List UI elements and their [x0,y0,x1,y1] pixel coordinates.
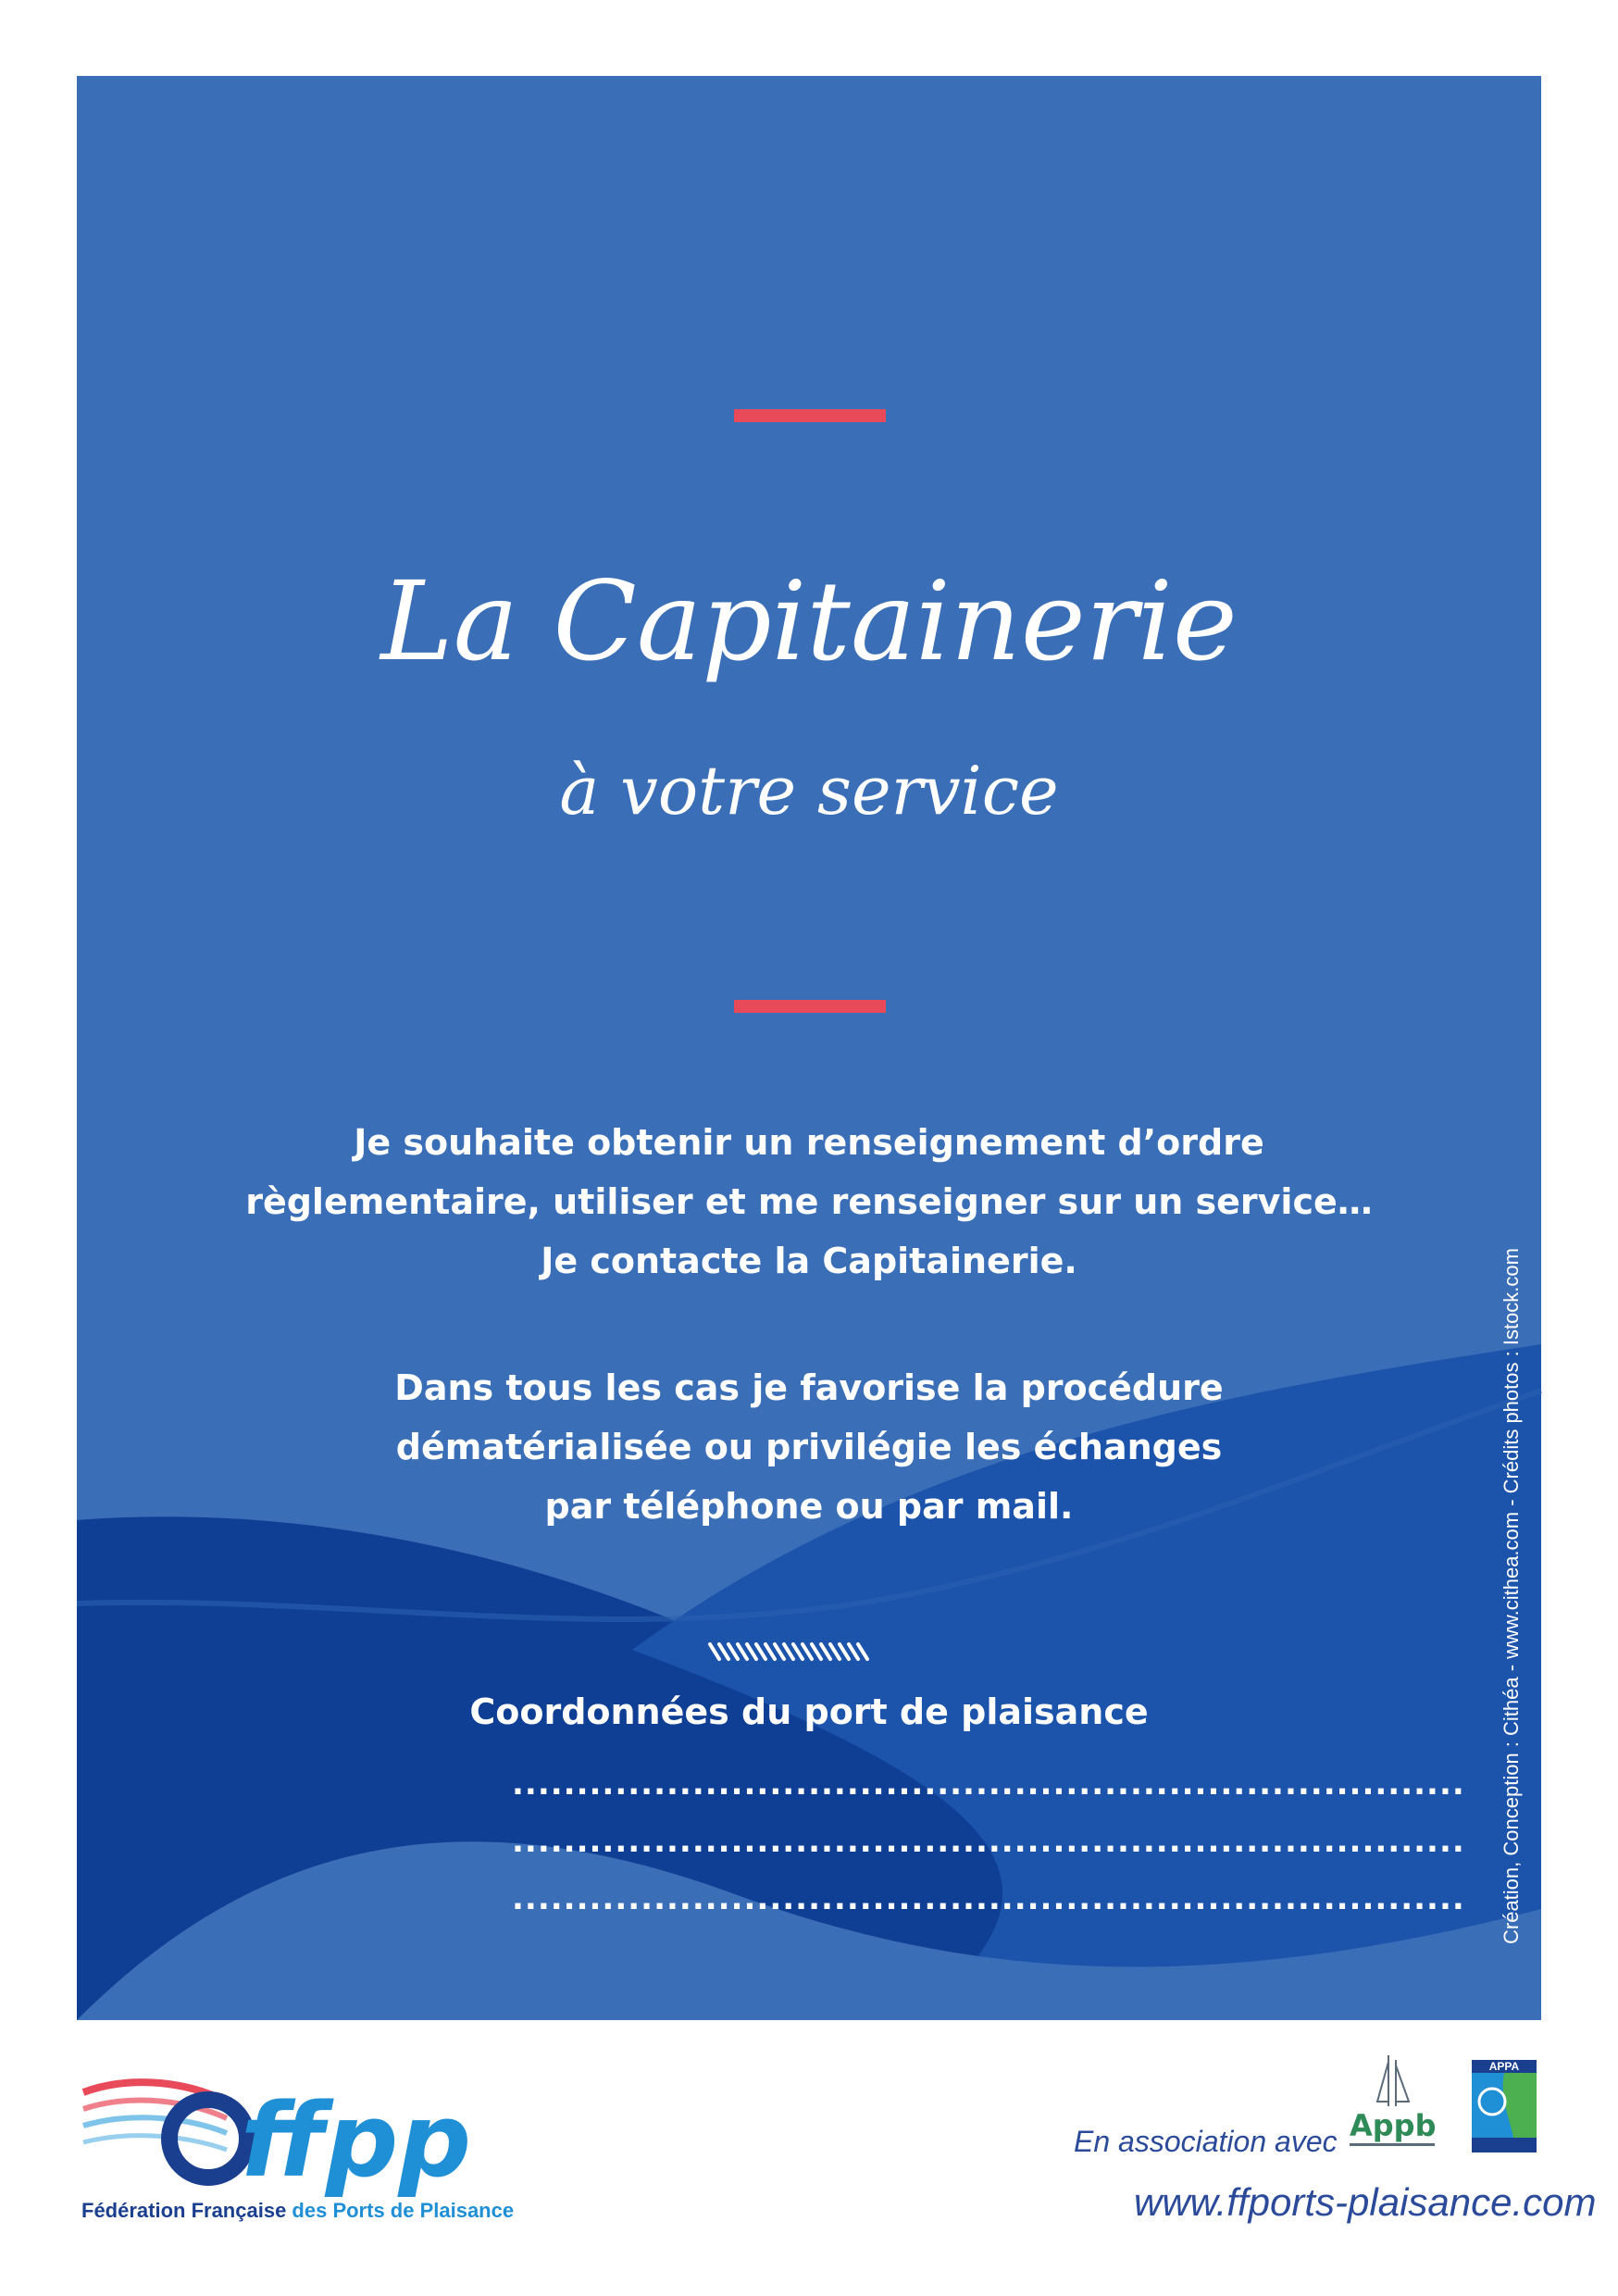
appb-logo [1342,2051,1444,2152]
appa-logo [1472,2060,1537,2152]
svg-text:ffpp: ffpp [241,2081,472,2200]
paragraph-line: règlementaire, utiliser et me renseigner sur un service… [245,1181,1373,1222]
logo-caption-light: des Ports de Plaisance [286,2199,515,2222]
poster-title: La Capitainerie [380,557,1238,685]
fill-line-1: .......................................................................... [512,1766,1465,1803]
rope-divider-icon [706,1641,873,1663]
bottom-red-bar [734,1000,886,1013]
paragraph-line: dématérialisée ou privilégie les échanges [395,1427,1223,1467]
ffpp-logo [79,2065,472,2203]
svg-text:APPA: APPA [1488,2060,1520,2073]
poster-subtitle: à votre service [559,752,1059,830]
paragraph-contact [77,1113,1541,1291]
poster-panel [77,76,1541,2020]
logo-caption [81,2199,514,2223]
logo-caption-dark: Fédération Française [81,2199,287,2222]
coordinates-title: Coordonnées du port de plaisance [469,1691,1149,1732]
paragraph-procedure [77,1358,1541,1536]
fill-line-2: .......................................................................... [512,1823,1465,1860]
website-link[interactable]: www.ffports-plaisance.com [1134,2180,1597,2224]
paragraph-line: Je souhaite obtenir un renseignement d’ordre [354,1122,1264,1163]
credits-vertical: Création, Conception : Cithéa - www.cithea.com - Crédits photos : Istock.com [1500,1248,1523,1944]
svg-text:Appb: Appb [1350,2108,1437,2143]
paragraph-line: Je contacte la Capitainerie. [541,1241,1077,1281]
association-label: En association avec [1074,2125,1338,2158]
fill-line-3: .......................................................................... [512,1880,1465,1917]
paragraph-line: par téléphone ou par mail. [544,1486,1074,1527]
top-red-bar [734,409,886,422]
paragraph-line: Dans tous les cas je favorise la procédure [394,1367,1224,1408]
